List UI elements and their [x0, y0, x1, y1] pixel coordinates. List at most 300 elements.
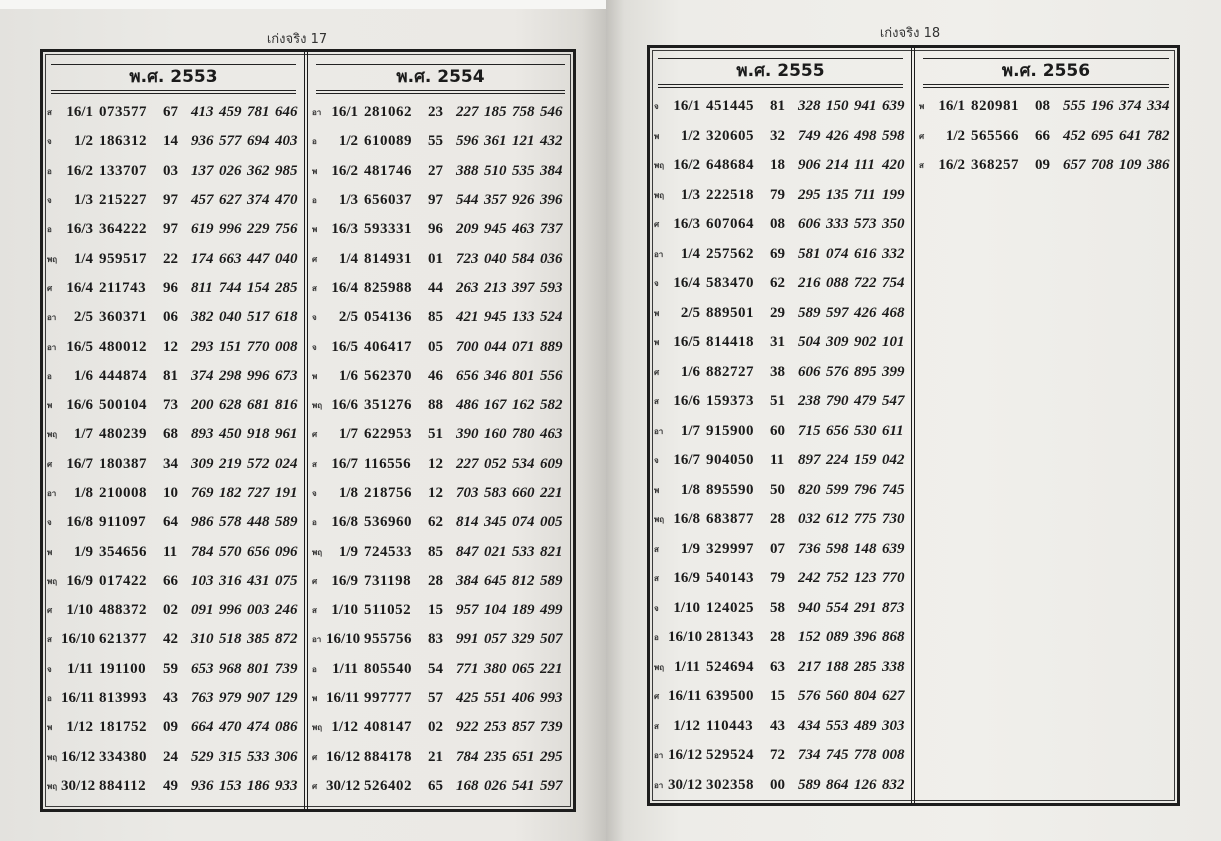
three-digit-number: 763 — [191, 690, 214, 707]
three-digit-number: 293 — [191, 338, 214, 355]
three-digit-number: 221 — [540, 485, 563, 501]
draw-date: 30/12 — [61, 777, 96, 794]
three-digit-number: 784 — [191, 543, 214, 560]
draw-date: 16/2 — [673, 157, 700, 174]
three-digit-number: 926 — [512, 192, 535, 209]
two-digit-number: 46 — [428, 367, 443, 384]
three-digit-number: 612 — [826, 511, 849, 528]
three-digit-number: 217 — [798, 658, 821, 675]
result-row — [650, 771, 911, 801]
result-row — [650, 535, 911, 565]
three-digit-number: 332 — [882, 245, 905, 262]
three-digit-number: 133 — [512, 309, 535, 326]
two-digit-number: 66 — [1035, 127, 1050, 144]
first-prize-number: 186312 — [99, 133, 147, 150]
result-row — [308, 391, 573, 420]
result-row — [650, 387, 911, 417]
three-digit-number: 832 — [882, 776, 905, 793]
two-digit-number: 65 — [428, 777, 443, 794]
three-digit-number: 186 — [247, 777, 270, 794]
three-digit-number: 811 — [191, 279, 213, 296]
two-digit-number: 59 — [163, 660, 178, 677]
three-digit-number: 399 — [882, 363, 905, 380]
three-digit-number: 309 — [191, 455, 214, 472]
three-digit-number: 872 — [275, 631, 298, 648]
draw-date: 1/9 — [680, 540, 700, 557]
draw-date: 1/8 — [73, 485, 93, 501]
draw-date: 2/5 — [73, 309, 93, 326]
first-prize-number: 593331 — [364, 221, 412, 238]
three-digit-number: 616 — [854, 245, 877, 262]
two-digit-number: 24 — [163, 748, 178, 765]
three-digit-number: 770 — [247, 338, 270, 355]
three-digit-number: 611 — [882, 422, 904, 439]
day-of-week: อา — [47, 342, 57, 352]
two-digit-number: 14 — [163, 133, 178, 150]
three-digit-number: 504 — [798, 334, 821, 351]
three-digit-number: 295 — [540, 748, 563, 765]
three-digit-number: 996 — [219, 602, 242, 619]
result-row — [308, 537, 573, 566]
three-digit-number: 463 — [512, 221, 535, 238]
three-digit-number: 109 — [1119, 157, 1142, 174]
two-digit-number: 06 — [163, 309, 178, 326]
three-digit-number: 695 — [1091, 127, 1114, 144]
day-of-week: ส — [312, 283, 317, 293]
three-digit-number: 933 — [275, 777, 298, 794]
result-row — [43, 186, 304, 215]
three-digit-number: 036 — [540, 250, 563, 267]
draw-date: 16/9 — [673, 570, 700, 587]
three-digit-number: 660 — [512, 485, 535, 501]
first-prize-number: 210008 — [99, 485, 147, 501]
day-of-week: อา — [312, 635, 322, 645]
draw-date: 1/7 — [73, 426, 93, 443]
day-of-week: ศ — [47, 283, 53, 293]
year-column — [650, 48, 915, 803]
three-digit-number: 434 — [798, 717, 821, 734]
two-digit-number: 05 — [428, 338, 443, 355]
three-digit-number: 310 — [191, 631, 214, 648]
three-digit-number: 468 — [882, 304, 905, 321]
three-digit-number: 151 — [219, 338, 242, 355]
three-digit-number: 499 — [540, 602, 563, 619]
two-digit-number: 15 — [770, 688, 785, 705]
three-digit-number: 199 — [882, 186, 905, 203]
three-digit-number: 730 — [882, 511, 905, 528]
result-row — [650, 476, 911, 506]
three-digit-number: 968 — [219, 660, 242, 677]
three-digit-number: 986 — [191, 514, 214, 531]
result-row — [650, 741, 911, 771]
day-of-week: อา — [654, 249, 664, 259]
page-header: เก่งจริง 17 — [266, 32, 328, 47]
result-row — [915, 92, 1177, 122]
three-digit-number: 174 — [191, 250, 214, 267]
draw-date: 16/11 — [61, 690, 95, 707]
draw-date: 1/11 — [674, 658, 700, 675]
three-digit-number: 868 — [882, 629, 905, 646]
two-digit-number: 09 — [163, 719, 178, 736]
first-prize-number: 215227 — [99, 192, 147, 209]
three-digit-number: 639 — [882, 540, 905, 557]
three-digit-number: 596 — [456, 133, 479, 150]
two-digit-number: 81 — [770, 98, 785, 115]
result-row — [650, 623, 911, 653]
day-of-week: ส — [312, 459, 317, 469]
first-prize-number: 302358 — [706, 776, 754, 793]
three-digit-number: 524 — [540, 309, 563, 326]
three-digit-number: 544 — [456, 192, 479, 209]
two-digit-number: 68 — [163, 426, 178, 443]
three-digit-number: 582 — [540, 397, 563, 414]
three-digit-number: 711 — [854, 186, 876, 203]
result-row — [308, 186, 573, 215]
three-digit-number: 820 — [798, 481, 821, 498]
three-digit-number: 517 — [247, 309, 270, 326]
result-row — [43, 743, 304, 772]
draw-date: 1/6 — [73, 367, 93, 384]
three-digit-number: 551 — [484, 690, 507, 707]
three-digit-number: 546 — [540, 104, 563, 121]
three-digit-number: 135 — [826, 186, 849, 203]
three-digit-number: 153 — [219, 777, 242, 794]
day-of-week: พ — [47, 547, 53, 557]
three-digit-number: 316 — [219, 572, 242, 589]
three-digit-number: 573 — [854, 216, 877, 233]
day-of-week: ศ — [312, 752, 318, 762]
three-digit-number: 645 — [484, 572, 507, 589]
three-digit-number: 432 — [540, 133, 563, 150]
result-row — [915, 122, 1177, 152]
first-prize-number: 656037 — [364, 192, 412, 209]
result-row — [308, 713, 573, 742]
draw-date: 1/10 — [673, 599, 700, 616]
three-digit-number: 784 — [456, 748, 479, 765]
three-digit-number: 357 — [484, 192, 507, 209]
three-digit-number: 993 — [540, 690, 563, 707]
three-digit-number: 781 — [247, 104, 270, 121]
three-digit-number: 599 — [826, 481, 849, 498]
result-row — [308, 362, 573, 391]
result-row — [43, 713, 304, 742]
two-digit-number: 12 — [163, 338, 178, 355]
first-prize-number: 017422 — [99, 572, 147, 589]
two-digit-number: 58 — [770, 599, 785, 616]
three-digit-number: 547 — [882, 393, 905, 410]
three-digit-number: 071 — [512, 338, 535, 355]
three-digit-number: 796 — [854, 481, 877, 498]
year-header: พ.ศ. 2556 — [923, 58, 1169, 88]
three-digit-number: 074 — [826, 245, 849, 262]
two-digit-number: 54 — [428, 660, 443, 677]
first-prize-number: 480012 — [99, 338, 147, 355]
three-digit-number: 040 — [275, 250, 298, 267]
two-digit-number: 85 — [428, 543, 443, 560]
three-digit-number: 137 — [191, 162, 214, 179]
three-digit-number: 530 — [854, 422, 877, 439]
three-digit-number: 945 — [484, 221, 507, 238]
three-digit-number: 723 — [456, 250, 479, 267]
three-digit-number: 479 — [854, 393, 877, 410]
first-prize-number: 354656 — [99, 543, 147, 560]
first-prize-number: 406417 — [364, 338, 412, 355]
three-digit-number: 533 — [247, 748, 270, 765]
two-digit-number: 60 — [770, 422, 785, 439]
draw-date: 16/12 — [668, 747, 703, 764]
draw-date: 1/4 — [680, 245, 700, 262]
first-prize-number: 180387 — [99, 455, 147, 472]
two-digit-number: 28 — [770, 629, 785, 646]
draw-date: 1/10 — [66, 602, 93, 619]
two-digit-number: 85 — [428, 309, 443, 326]
first-prize-number: 133707 — [99, 162, 147, 179]
three-digit-number: 979 — [219, 690, 242, 707]
first-prize-number: 526402 — [364, 777, 412, 794]
result-row — [43, 625, 304, 654]
draw-date: 1/10 — [331, 602, 358, 619]
three-digit-number: 812 — [512, 572, 535, 589]
three-digit-number: 991 — [456, 631, 479, 648]
result-row — [308, 655, 573, 684]
three-digit-number: 413 — [191, 104, 214, 121]
year-column — [43, 52, 308, 809]
day-of-week: พ — [654, 485, 660, 495]
result-row — [650, 653, 911, 683]
three-digit-number: 749 — [798, 127, 821, 144]
draw-date: 16/1 — [673, 98, 700, 115]
three-digit-number: 864 — [826, 776, 849, 793]
three-digit-number: 328 — [798, 98, 821, 115]
first-prize-number: 281343 — [706, 629, 754, 646]
day-of-week: ส — [654, 544, 659, 554]
result-row — [308, 420, 573, 449]
three-digit-number: 907 — [247, 690, 270, 707]
three-digit-number: 238 — [798, 393, 821, 410]
year-header: พ.ศ. 2553 — [51, 64, 296, 94]
two-digit-number: 49 — [163, 777, 178, 794]
three-digit-number: 474 — [247, 719, 270, 736]
three-digit-number: 021 — [484, 543, 507, 560]
day-of-week: อา — [47, 489, 57, 498]
three-digit-number: 026 — [219, 162, 242, 179]
result-row — [650, 446, 911, 476]
three-digit-number: 895 — [854, 363, 877, 380]
result-row — [43, 508, 304, 537]
two-digit-number: 81 — [163, 367, 178, 384]
first-prize-number: 320605 — [706, 127, 754, 144]
first-prize-number: 683877 — [706, 511, 754, 528]
three-digit-number: 229 — [247, 221, 270, 238]
three-digit-number: 606 — [798, 363, 821, 380]
first-prize-number: 583470 — [706, 275, 754, 292]
result-row — [43, 655, 304, 684]
three-digit-number: 425 — [456, 690, 479, 707]
draw-date: 1/2 — [680, 127, 700, 144]
three-digit-number: 003 — [247, 602, 270, 619]
first-prize-number: 639500 — [706, 688, 754, 705]
day-of-week: ศ — [919, 131, 925, 141]
three-digit-number: 420 — [882, 157, 905, 174]
three-digit-number: 086 — [275, 719, 298, 736]
three-digit-number: 663 — [219, 250, 242, 267]
three-digit-number: 309 — [826, 334, 849, 351]
day-of-week: พ — [654, 338, 660, 348]
first-prize-number: 218756 — [364, 485, 412, 501]
first-prize-number: 562370 — [364, 367, 412, 384]
three-digit-number: 089 — [826, 629, 849, 646]
two-digit-number: 88 — [428, 397, 443, 414]
three-digit-number: 334 — [1147, 98, 1170, 115]
draw-date: 16/7 — [673, 452, 700, 469]
result-row — [43, 244, 304, 273]
draw-date: 16/8 — [673, 511, 700, 528]
three-digit-number: 873 — [882, 599, 905, 616]
three-digit-number: 386 — [1147, 157, 1170, 174]
result-row — [308, 625, 573, 654]
three-digit-number: 242 — [798, 570, 821, 587]
three-digit-number: 285 — [275, 279, 298, 296]
three-digit-number: 329 — [512, 631, 535, 648]
draw-date: 16/2 — [938, 157, 965, 174]
day-of-week: พ — [47, 401, 53, 411]
day-of-week: ศ — [312, 781, 318, 791]
three-digit-number: 581 — [798, 245, 821, 262]
two-digit-number: 64 — [163, 514, 178, 531]
three-digit-number: 148 — [854, 540, 877, 557]
two-digit-number: 12 — [428, 485, 443, 501]
three-digit-number: 221 — [540, 660, 563, 677]
three-digit-number: 902 — [854, 334, 877, 351]
day-of-week: พ — [919, 102, 925, 112]
result-row — [308, 684, 573, 713]
three-digit-number: 026 — [484, 777, 507, 794]
first-prize-number: 451445 — [706, 98, 754, 115]
day-of-week: อ — [312, 664, 317, 674]
result-row — [43, 157, 304, 186]
day-of-week: อา — [654, 780, 664, 790]
draw-date: 16/10 — [326, 631, 361, 648]
draw-date: 16/1 — [331, 104, 358, 121]
three-digit-number: 298 — [219, 367, 242, 384]
draw-date: 16/7 — [66, 455, 93, 472]
three-digit-number: 646 — [275, 104, 298, 121]
draw-date: 1/6 — [338, 367, 358, 384]
three-digit-number: 752 — [826, 570, 849, 587]
day-of-week: พ — [312, 225, 318, 235]
three-digit-number: 200 — [191, 397, 214, 414]
first-prize-number: 110443 — [706, 717, 754, 734]
draw-date: 2/5 — [338, 309, 358, 326]
first-prize-number: 904050 — [706, 452, 754, 469]
three-digit-number: 801 — [247, 660, 270, 677]
results-table — [40, 49, 576, 812]
three-digit-number: 770 — [882, 570, 905, 587]
two-digit-number: 50 — [770, 481, 785, 498]
result-rows — [915, 92, 1177, 181]
three-digit-number: 922 — [456, 719, 479, 736]
day-of-week: พฤ — [47, 752, 58, 762]
two-digit-number: 44 — [428, 279, 443, 296]
three-digit-number: 032 — [798, 511, 821, 528]
two-digit-number: 42 — [163, 631, 178, 648]
three-digit-number: 618 — [275, 309, 298, 326]
two-digit-number: 12 — [428, 455, 443, 472]
three-digit-number: 052 — [484, 455, 507, 472]
three-digit-number: 727 — [247, 485, 270, 501]
day-of-week: อ — [47, 371, 52, 381]
first-prize-number: 805540 — [364, 660, 412, 677]
first-prize-number: 444874 — [99, 367, 147, 384]
two-digit-number: 67 — [163, 104, 178, 121]
day-of-week: ศ — [47, 459, 53, 469]
two-digit-number: 09 — [1035, 157, 1050, 174]
day-of-week: ส — [654, 721, 659, 731]
draw-date: 16/6 — [66, 397, 93, 414]
two-digit-number: 31 — [770, 334, 785, 351]
three-digit-number: 421 — [456, 309, 479, 326]
three-digit-number: 507 — [540, 631, 563, 648]
three-digit-number: 957 — [456, 602, 479, 619]
three-digit-number: 598 — [882, 127, 905, 144]
draw-date: 16/3 — [331, 221, 358, 238]
first-prize-number: 124025 — [706, 599, 754, 616]
three-digit-number: 498 — [854, 127, 877, 144]
result-row — [43, 274, 304, 303]
three-digit-number: 152 — [798, 629, 821, 646]
first-prize-number: 054136 — [364, 309, 412, 326]
three-digit-number: 656 — [456, 367, 479, 384]
three-digit-number: 945 — [484, 309, 507, 326]
three-digit-number: 388 — [456, 162, 479, 179]
three-digit-number: 459 — [219, 104, 242, 121]
result-row — [650, 358, 911, 388]
first-prize-number: 648684 — [706, 157, 754, 174]
three-digit-number: 384 — [456, 572, 479, 589]
page-right — [606, 0, 1221, 841]
first-prize-number: 364222 — [99, 221, 147, 238]
first-prize-number: 536960 — [364, 514, 412, 531]
two-digit-number: 15 — [428, 602, 443, 619]
two-digit-number: 97 — [163, 192, 178, 209]
two-digit-number: 02 — [428, 719, 443, 736]
first-prize-number: 911097 — [99, 514, 147, 531]
day-of-week: ส — [654, 574, 659, 584]
first-prize-number: 511052 — [364, 602, 412, 619]
result-row — [43, 450, 304, 479]
draw-date: 1/7 — [680, 422, 700, 439]
three-digit-number: 075 — [275, 572, 298, 589]
two-digit-number: 72 — [770, 747, 785, 764]
day-of-week: อ — [47, 694, 52, 704]
three-digit-number: 745 — [826, 747, 849, 764]
two-digit-number: 69 — [770, 245, 785, 262]
day-of-week: พ — [654, 308, 660, 318]
three-digit-number: 703 — [456, 485, 479, 501]
three-digit-number: 129 — [275, 690, 298, 707]
first-prize-number: 334380 — [99, 748, 147, 765]
day-of-week: จ — [312, 342, 317, 352]
draw-date: 16/1 — [938, 98, 965, 115]
draw-date: 16/6 — [331, 397, 358, 414]
two-digit-number: 97 — [428, 192, 443, 209]
day-of-week: อ — [47, 225, 52, 235]
first-prize-number: 116556 — [364, 455, 412, 472]
three-digit-number: 285 — [854, 658, 877, 675]
year-column — [915, 48, 1177, 803]
three-digit-number: 619 — [191, 221, 214, 238]
draw-date: 16/5 — [331, 338, 358, 355]
